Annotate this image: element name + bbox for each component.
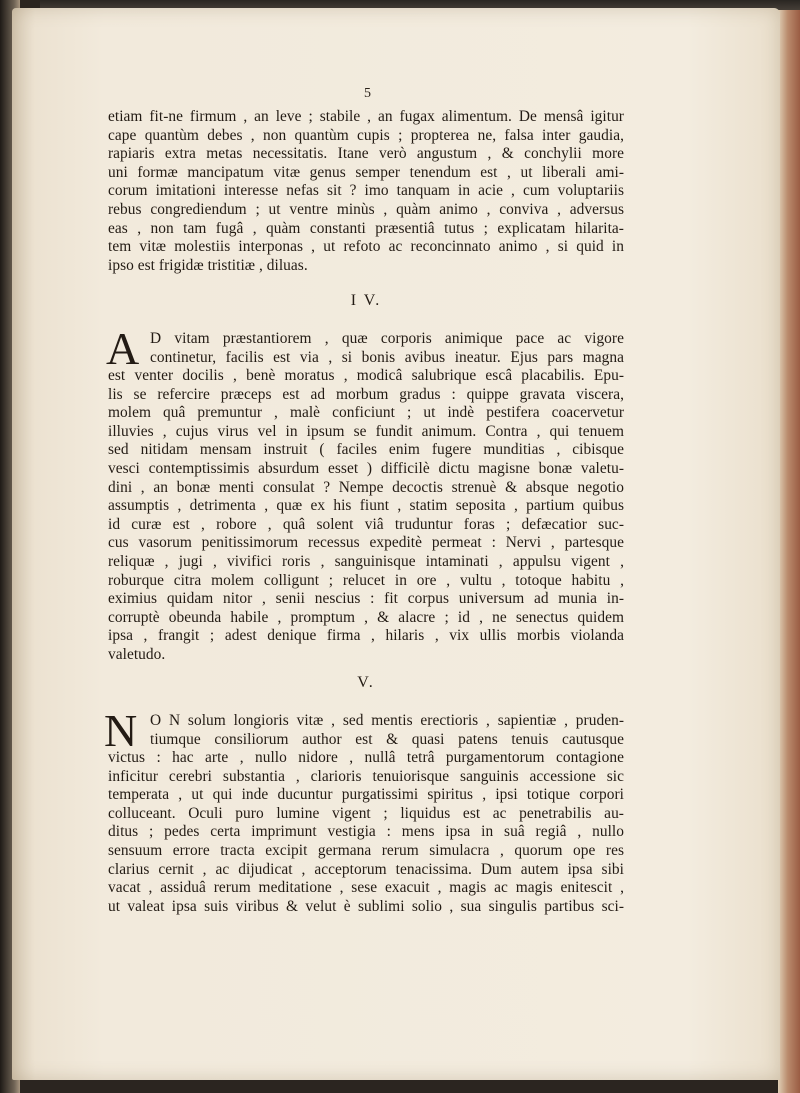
section-v-drop-cap: N <box>104 705 138 756</box>
section-iv-heading: I V. <box>350 292 382 309</box>
section-iv-opening-lines <box>150 330 624 367</box>
text-line: sensuum errore tracta excipit germana rerum simulacra , quorum ope res <box>108 841 624 859</box>
text-line: vesci contemptissimis absurdum esset ) difficilè dictu magisne bonæ valetu- <box>108 459 624 477</box>
text-line: continetur, facilis est via , si bonis avibus ineatur. Ejus pars magna <box>150 348 624 366</box>
text-line: eximius quidam nitor , senii nescius : fit corpus universum ad munia in- <box>108 590 624 608</box>
text-line: victus : hac arte , nullo nidore , nullâ tetrâ purgamentorum contagione <box>108 749 624 766</box>
text-line: lis se refercire præceps est ad morbum gradus : quippe gravata viscera, <box>108 385 624 403</box>
text-line: dini , an bonæ menti consulat ? Nempe decoctis strenuè & absque negotio <box>108 478 624 496</box>
text-line: tiumque consiliorum author est & quasi patens tenuis cautusque <box>150 730 624 748</box>
text-line: assumptis , detrimenta , quæ ex his fiunt , statim seposita , partium quibus <box>108 497 624 515</box>
text-line: ipsa , frangit ; adest denique firma , hilaris , vix ullis morbis violanda <box>108 627 624 645</box>
text-line: ipso est frigidæ tristitiæ , diluas. <box>108 256 308 274</box>
text-line: corum imitationi interesse nefas sit ? imo tanquam in acie , cum voluptariis <box>108 182 624 200</box>
section-iv-paragraph <box>108 367 624 665</box>
text-line: rapiaris extra metas necessitatis. Itane verò angustum , & conchylii more <box>108 145 624 163</box>
text-line: inficitur cerebri substantia , clarioris tenuiorisque sanguinis accessione sic <box>108 767 624 785</box>
text-line: O N solum longioris vitæ , sed mentis erectioris , sapientiæ , pruden- <box>150 712 624 729</box>
text-line: cape quantùm debes , non quantùm cupis ; propterea ne, falsa inter gaudia, <box>108 126 624 144</box>
section-v-heading: V. <box>357 674 375 691</box>
text-line: corruptè obeunda habile , promptum , & alacre ; id , ne senectus quidem <box>108 608 624 626</box>
book-page <box>12 8 780 1080</box>
text-line: ditus ; pedes certa imprimunt vestigia : mens ipsa in suâ regiâ , nullo <box>108 823 624 841</box>
text-line: clarius cernit , ac dijudicat , acceptorum tenacissima. Dum autem ipsa sibi <box>108 860 624 878</box>
text-line: id curæ est , robore , quâ solent viâ truduntur foras ; defæcatior suc- <box>108 515 624 533</box>
text-line: etiam fit-ne firmum , an leve ; stabile , an fugax alimentum. De mensâ igitur <box>108 108 624 125</box>
intro-paragraph <box>108 108 624 275</box>
text-line: valetudo. <box>108 645 166 663</box>
section-iv-drop-cap: A <box>106 323 140 374</box>
text-line: ut valeat ipsa suis viribus & velut è sublimi solio , sua singulis partibus sci- <box>108 897 624 915</box>
text-line: sed nitidam mensam instruit ( faciles enim fugere munditias , cibisque <box>108 441 624 459</box>
text-line: illuvies , cujus virus vel in ipsum se fundit animum. Contra , qui tenuem <box>108 422 624 440</box>
text-line: cus vasorum penitissimorum recessus expeditè permeat : Nervi , partesque <box>108 534 624 552</box>
text-line: est venter docilis , benè moratus , modicâ salubrique escâ placabilis. Epu- <box>108 367 624 384</box>
text-line: tem vitæ molestiis interponas , ut refoto ac reconcinnato animo , si quid in <box>108 238 624 256</box>
text-line: rebus congrediendum ; ut ventre minùs , quàm animo , conviva , adversus <box>108 200 624 218</box>
text-line: eas , non tam fugâ , quàm constanti præsentiâ tutus ; explicatam hilarita- <box>108 219 624 237</box>
section-v-opening-lines <box>150 712 624 749</box>
text-line: uni formæ mancipatum vitæ genus semper tenendum est , ut liberali ami- <box>108 163 624 181</box>
text-line: molem quâ premuntur , malè conficiunt ; ut indè pestifera coacervetur <box>108 404 624 422</box>
section-v-paragraph <box>108 749 624 916</box>
text-line: roburque citra molem colligunt ; relucet in ore , vultu , totoque habitu , <box>108 571 624 589</box>
text-line: reliquæ , jugi , vivifici roris , sanguinisque intaminati , appulsu vigent , <box>108 552 624 570</box>
text-line: D vitam præstantiorem , quæ corporis animique pace ac vigore <box>150 330 624 347</box>
text-line: colluceant. Oculi puro lumine vigent ; liquidus est ac penetrabilis au- <box>108 804 624 822</box>
text-line: vacat , assiduâ rerum meditatione , sese exacuit , magis ac magis enitescit , <box>108 879 624 897</box>
text-line: temperata , ut qui inde ducuntur purgatissimi spiritus , ipsi totique corpori <box>108 786 624 804</box>
book-cover-edge <box>778 10 800 1093</box>
page-number: 5 <box>364 86 371 101</box>
